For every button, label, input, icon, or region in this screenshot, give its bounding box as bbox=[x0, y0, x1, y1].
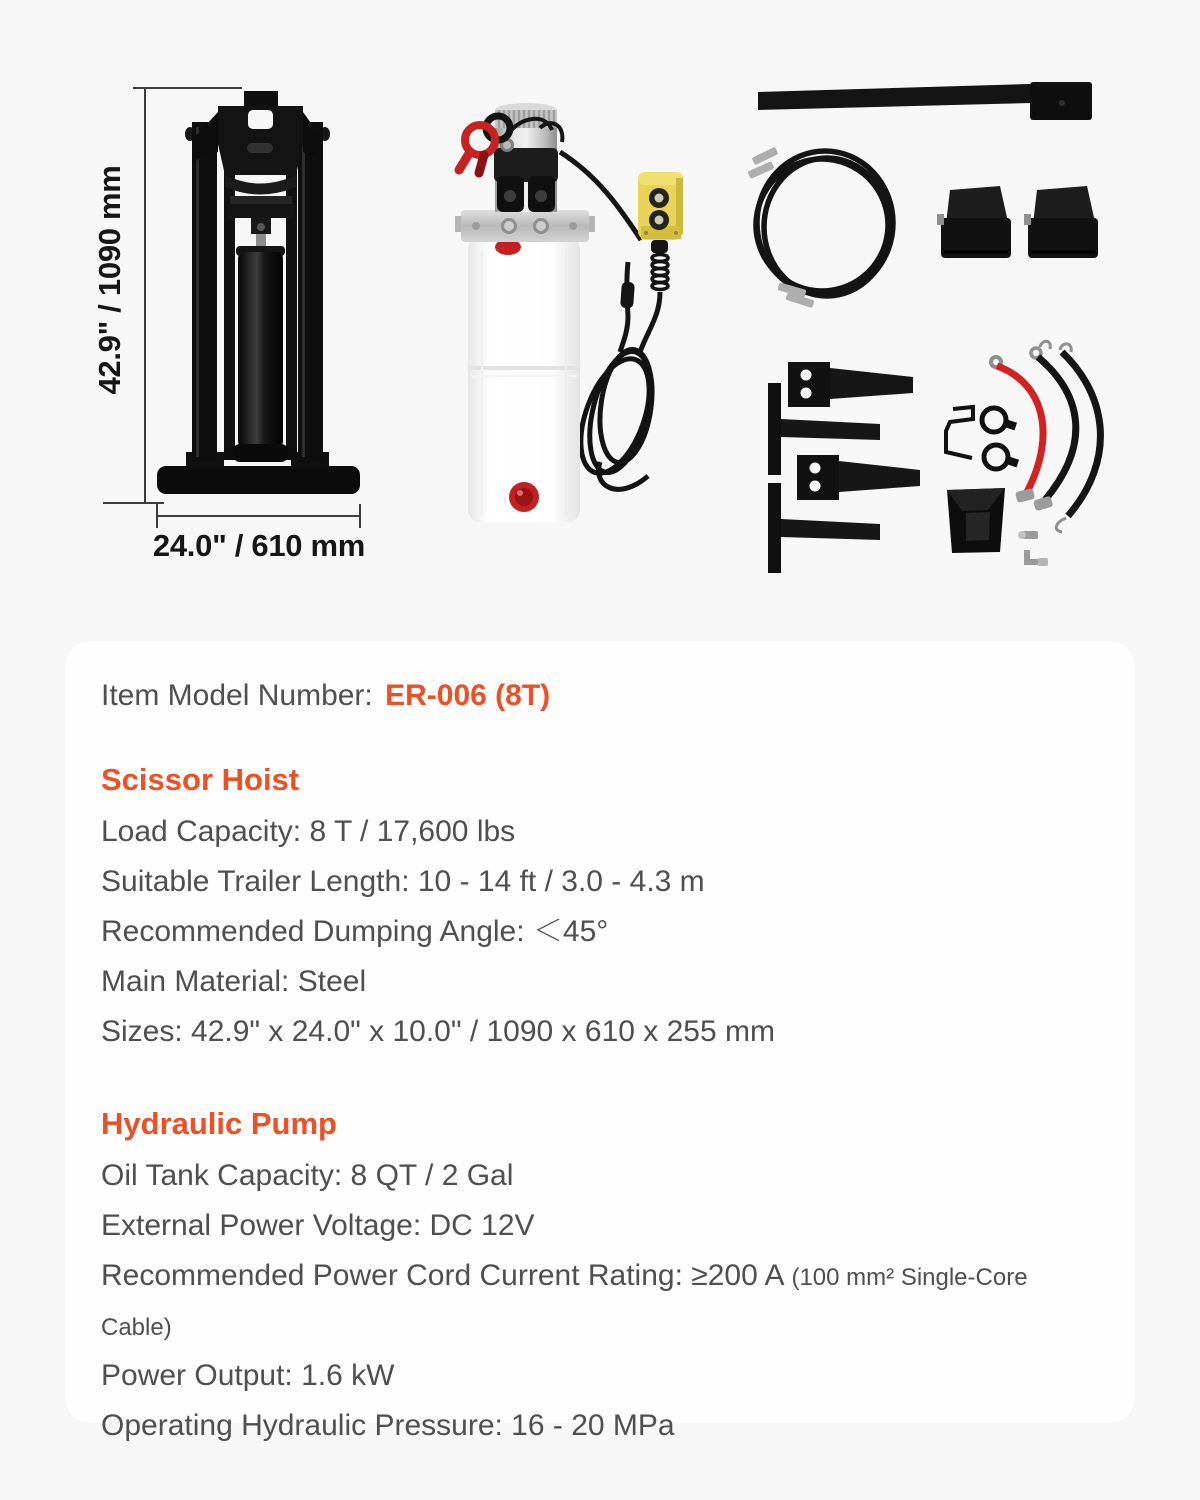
spec-text: Recommended Dumping Angle: ＜45° bbox=[101, 915, 609, 948]
model-label: Item Model Number: bbox=[101, 679, 373, 712]
scissor-hoist-spec-rows bbox=[101, 808, 1095, 1058]
scissor-hoist-image bbox=[90, 80, 380, 540]
spec-row bbox=[101, 1008, 1095, 1058]
spec-text: Oil Tank Capacity: 8 QT / 2 Gal bbox=[101, 1159, 514, 1192]
spec-row bbox=[101, 858, 1095, 908]
spec-text: External Power Voltage: DC 12V bbox=[101, 1209, 535, 1242]
accessory-kit-image bbox=[740, 70, 1135, 580]
spec-note: (100 mm² Single-Core Cable) bbox=[101, 1264, 1028, 1341]
product-gallery bbox=[0, 0, 1200, 640]
spec-row bbox=[101, 1402, 1095, 1452]
spec-text: Power Output: 1.6 kW bbox=[101, 1359, 395, 1392]
rubber-pads bbox=[937, 186, 1098, 258]
section-heading-scissor-hoist: Scissor Hoist bbox=[101, 762, 300, 797]
spec-text: Sizes: 42.9" x 24.0" x 10.0" / 1090 x 610 x 255 mm bbox=[101, 1015, 775, 1048]
spec-row bbox=[101, 908, 1095, 958]
cord-coil bbox=[567, 345, 663, 489]
accessories-drawing bbox=[747, 82, 1100, 573]
model-value: ER-006 (8T) bbox=[385, 679, 551, 712]
item-model-line bbox=[101, 678, 1095, 714]
spec-row bbox=[101, 958, 1095, 1008]
hoist-height-dimension-label: 42.9" / 1090 mm bbox=[92, 165, 127, 395]
spec-row bbox=[101, 1252, 1095, 1352]
section-heading-hydraulic-pump: Hydraulic Pump bbox=[101, 1106, 337, 1141]
hydraulic-pump-spec-rows bbox=[101, 1152, 1095, 1452]
spec-text: Recommended Power Cord Current Rating: ≥200 A bbox=[101, 1259, 785, 1292]
spec-text: Operating Hydraulic Pressure: 16 - 20 MPa bbox=[101, 1409, 675, 1442]
spec-row bbox=[101, 808, 1095, 858]
specifications-panel bbox=[65, 641, 1135, 1442]
pendant-remote bbox=[638, 172, 683, 290]
hoist-drawing bbox=[157, 91, 360, 494]
spec-row bbox=[101, 1352, 1095, 1402]
spec-text: Main Material: Steel bbox=[101, 965, 367, 998]
spec-row bbox=[101, 1152, 1095, 1202]
battery-cables bbox=[991, 341, 1100, 532]
mounting-pins bbox=[768, 362, 920, 573]
spec-text: Suitable Trailer Length: 10 - 14 ft / 3.0 - 4.3 m bbox=[101, 865, 705, 898]
hoist-width-dimension-label: 24.0" / 610 mm bbox=[152, 528, 366, 563]
spec-text: Load Capacity: 8 T / 17,600 lbs bbox=[101, 815, 516, 848]
pump-drawing bbox=[455, 103, 683, 522]
spec-row bbox=[101, 1202, 1095, 1252]
hydraulic-pump-image bbox=[450, 60, 730, 590]
